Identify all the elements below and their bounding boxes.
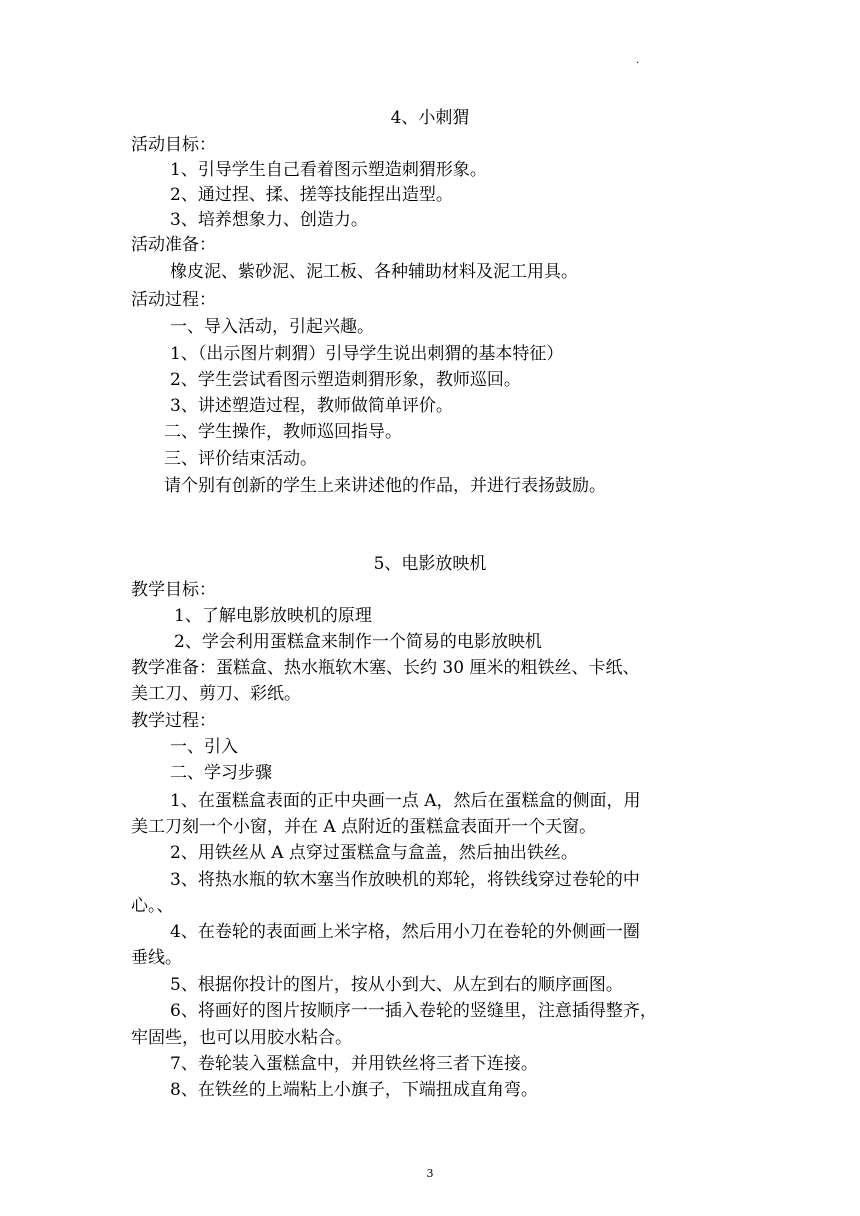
section-5-process-intro: 一、引入 (170, 737, 238, 757)
section-5-step-7: 7、卷轮装入蛋糕盒中，并用铁丝将三者下连接。 (170, 1054, 538, 1074)
section-5-step-5: 5、根据你投计的图片，按从小到大、从左到右的顺序画图。 (170, 975, 623, 995)
section-4-title: 4、小刺猬 (390, 108, 470, 128)
section-4-process-3: 2、学生尝试看图示塑造刺猬形象，教师巡回。 (170, 370, 521, 390)
section-5-step-6a: 6、将画好的图片按顺序一一插入卷轮的竖缝里，注意插得整齐， (170, 1001, 657, 1021)
section-5-step-2: 2、用铁丝从 A 点穿过蛋糕盒与盒盖，然后抽出铁丝。 (170, 843, 578, 863)
section-4-process-6: 三、评价结束活动。 (164, 449, 317, 469)
section-5-step-6b: 牢固些，也可以用胶水粘合。 (131, 1028, 352, 1048)
section-5-goal-2: 2、学会利用蛋糕盒来制作一个简易的电影放映机 (174, 632, 542, 652)
section-5-title: 5、电影放映机 (373, 554, 487, 574)
section-4-process-heading: 活动过程： (131, 290, 216, 310)
section-4-goal-3: 3、培养想象力、创造力。 (170, 210, 368, 230)
section-4-goal-heading: 活动目标： (131, 135, 216, 155)
section-4-process-2: 1、（出示图片刺猬）引导学生说出刺猬的基本特征） (170, 344, 564, 364)
section-5-step-4a: 4、在卷轮的表面画上米字格，然后用小刀在卷轮的外侧画一圈 (170, 922, 640, 942)
section-5-process-heading: 教学过程： (131, 711, 216, 731)
section-5-goal-1: 1、了解电影放映机的原理 (174, 606, 372, 626)
section-5-process-steps-heading: 二、学习步骤 (170, 763, 272, 783)
section-4-process-5: 二、学生操作，教师巡回指导。 (164, 422, 402, 442)
section-5-step-1b: 美工刀刻一个小窗，并在 A 点附近的蛋糕盒表面开一个天窗。 (131, 817, 597, 837)
section-4-process-1: 一、导入活动，引起兴趣。 (170, 317, 374, 337)
section-5-prep-line-2: 美工刀、剪刀、彩纸。 (131, 684, 301, 704)
section-5-step-1a: 1、在蛋糕盒表面的正中央画一点 A，然后在蛋糕盒的侧面，用 (170, 791, 641, 811)
section-5-step-8: 8、在铁丝的上端粘上小旗子，下端扭成直角弯。 (170, 1080, 538, 1100)
header-mark: . (636, 55, 640, 66)
section-5-step-4b: 垂线。 (131, 948, 182, 968)
page-number: 3 (426, 1167, 434, 1180)
section-4-process-4: 3、讲述塑造过程，教师做简单评价。 (170, 396, 453, 416)
section-5-step-3a: 3、将热水瓶的软木塞当作放映机的郑轮，将铁线穿过卷轮的中 (170, 870, 640, 890)
section-5-prep-line-1: 教学准备：蛋糕盒、热水瓶软木塞、长约 30 厘米的粗铁丝、卡纸、 (131, 658, 640, 678)
section-4-goal-2: 2、通过捏、揉、搓等技能捏出造型。 (170, 185, 453, 205)
section-5-step-3b: 心。、 (131, 896, 174, 916)
section-5-goal-heading: 教学目标： (131, 580, 216, 600)
section-4-goal-1: 1、引导学生自己看着图示塑造刺猬形象。 (170, 160, 487, 180)
section-4-prep-heading: 活动准备： (131, 235, 216, 255)
section-4-process-7: 请个别有创新的学生上来讲述他的作品，并进行表扬鼓励。 (164, 476, 606, 496)
section-4-prep-text: 橡皮泥、紫砂泥、泥工板、各种辅助材料及泥工用具。 (170, 262, 578, 282)
